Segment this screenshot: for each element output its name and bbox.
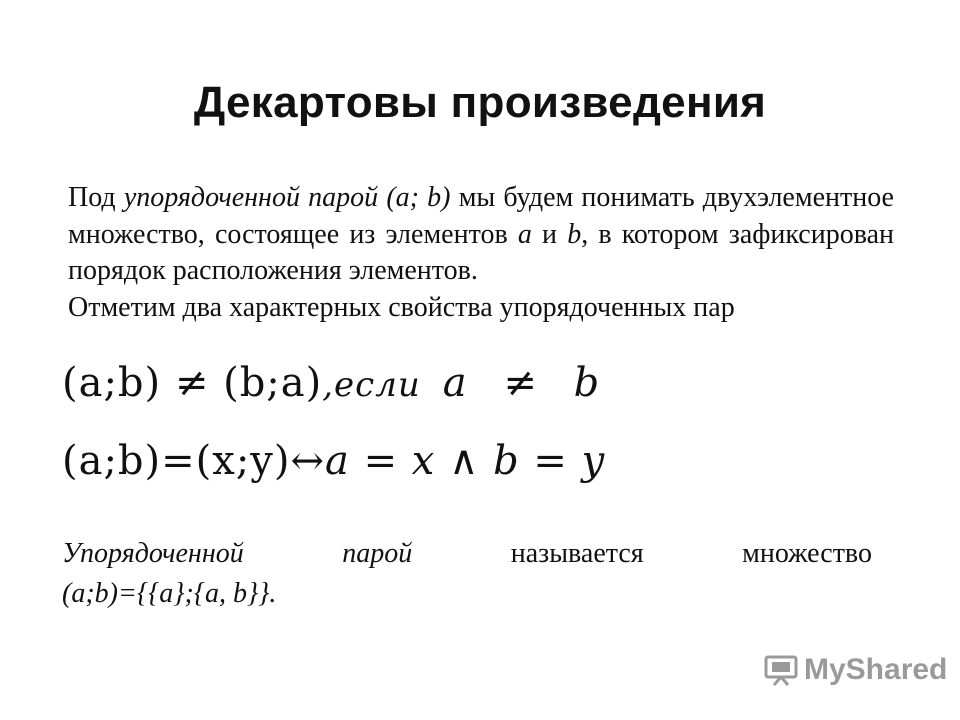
intro-term: упорядоченной парой (a; b) (123, 182, 451, 213)
intro-text: и (531, 218, 568, 250)
definition-word: множество (742, 538, 872, 569)
definition-word: называется (510, 538, 644, 569)
projector-screen-icon (764, 654, 798, 686)
definition-term: Упорядоченной (62, 538, 244, 569)
formula-left: (a;b) (62, 438, 162, 484)
formula-order-matters (62, 360, 600, 406)
formula-var-b: b (573, 360, 601, 406)
intro-text: , в котором зафиксирован порядок расположения элементов. (68, 218, 894, 286)
watermark-text: MyShared (804, 653, 948, 686)
intro-var-a: a (517, 218, 532, 250)
formula-condition: a = x ∧ b = y (325, 438, 606, 484)
formula-equality (62, 438, 605, 484)
watermark-logo (764, 653, 947, 687)
formula-left: (a;b) (62, 360, 162, 406)
page-title: Декартовы произведения (193, 78, 767, 127)
intro-paragraph (68, 180, 894, 326)
formula-var-a: a (442, 360, 468, 406)
intro-text: Под (68, 182, 124, 213)
formula-neq: ≠ (503, 360, 538, 406)
intro-last-line: Отметим два характерных свойства упорядоченных пар (68, 291, 735, 323)
formula-eq: = (161, 438, 196, 484)
formula-right: (x;y) (195, 438, 291, 484)
formula-iff: ↔ (290, 438, 326, 484)
definition-term: парой (342, 538, 413, 569)
formula-right: (b;a) (223, 360, 323, 406)
intro-var-b: b (567, 218, 582, 250)
formula-condition-word: ,если (322, 365, 421, 405)
intro-text: мы будем понимать двухэлементное множество, состоящее из элементов (68, 182, 894, 250)
definition (62, 534, 872, 614)
formula-neq: ≠ (174, 360, 210, 406)
definition-line-1 (62, 534, 872, 574)
definition-line-2: (a;b)={{a};{a, b}}. (62, 578, 277, 609)
